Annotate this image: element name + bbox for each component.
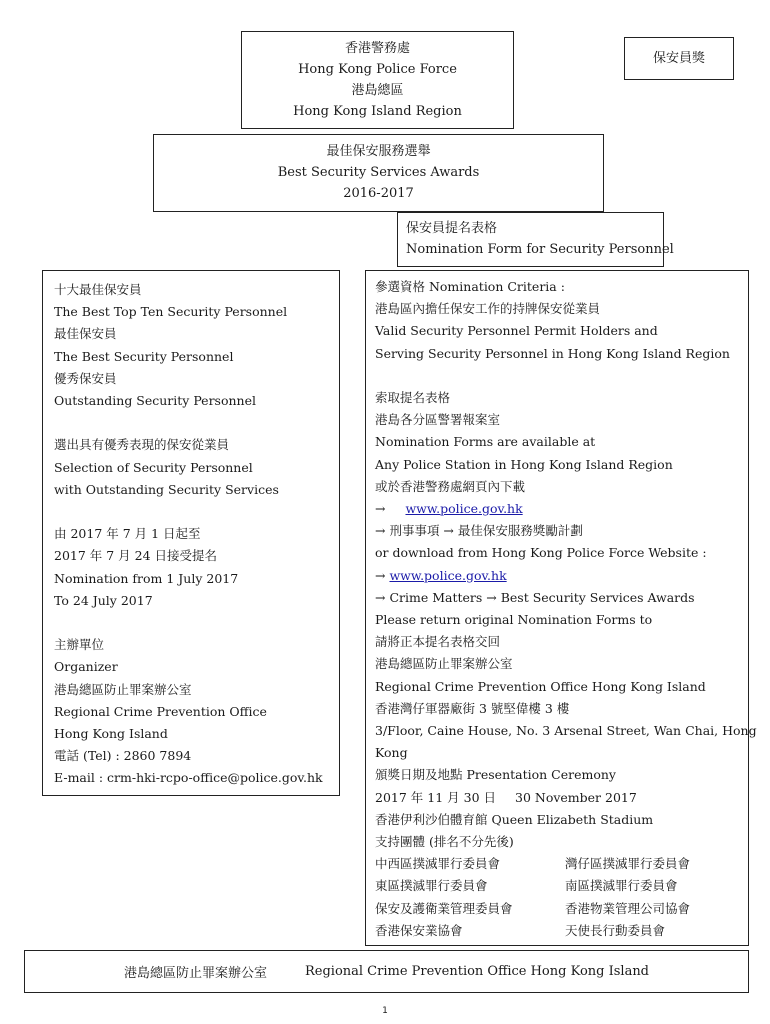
criteria-line: 參選資格 Nomination Criteria : — [375, 279, 565, 294]
organizer-email: E-mail : crm-hki-rcpo-office@police.gov.hk — [54, 770, 323, 786]
supporter-row — [375, 853, 748, 875]
criteria-line: Serving Security Personnel in Hong Kong Island Region — [375, 345, 730, 361]
supporter-name: 東區撲滅罪行委員會 — [375, 878, 488, 894]
return-line: 請將正本提名表格交回 — [375, 634, 501, 650]
category-line: Outstanding Security Personnel — [54, 393, 256, 409]
awards-title-en: Best Security Services Awards — [277, 165, 480, 180]
ceremony-date-zh: 2017 年 11 月 30 日 — [375, 789, 496, 805]
criteria-line: 港島區內擔任保安工作的持牌保安從業員 — [375, 301, 601, 317]
category-line: 最佳保安員 — [54, 326, 117, 342]
awards-years: 2016-2017 — [343, 186, 414, 201]
supporter-row — [375, 875, 748, 897]
return-line: Regional Crime Prevention Office Hong Kong Island — [375, 678, 706, 694]
region-name-zh: 港島總區 — [351, 83, 404, 98]
footer-office-zh: 港島總區防止罪案辦公室 — [123, 966, 267, 981]
ceremony-date-en: 30 November 2017 — [515, 789, 637, 805]
path-en: → Crime Matters → Best Security Services Awards — [375, 589, 695, 605]
organizer-phone: 電話 (Tel) : 2860 7894 — [54, 748, 192, 764]
arrow-icon: → — [375, 501, 386, 517]
obtain-line: 港島各分區警署報案室 — [375, 412, 501, 428]
region-name-en: Hong Kong Island Region — [293, 104, 462, 119]
nomination-details-panel — [365, 270, 757, 946]
form-title-en: Nomination Form for Security Personnel — [406, 242, 674, 257]
period-line: 2017 年 7 月 24 日接受提名 — [54, 548, 218, 564]
supporter-row — [375, 920, 748, 942]
supporter-name: 灣仔區撲滅罪行委員會 — [565, 856, 691, 872]
category-line: The Best Top Ten Security Personnel — [54, 304, 288, 320]
selection-line: Selection of Security Personnel — [54, 459, 253, 475]
return-line: 港島總區防止罪案辦公室 — [375, 656, 513, 672]
ceremony-title: 頒獎日期及地點 Presentation Ceremony — [375, 767, 616, 783]
police-website-link[interactable]: www.police.gov.hk — [389, 567, 507, 583]
supporter-name: 中西區撲滅罪行委員會 — [375, 856, 501, 872]
form-title-box — [397, 212, 674, 267]
category-line: 優秀保安員 — [54, 370, 117, 386]
police-website-link[interactable]: www.police.gov.hk — [405, 501, 523, 517]
awards-title-zh: 最佳保安服務選舉 — [326, 144, 431, 159]
footer-office-en: Regional Crime Prevention Office Hong Kong Island — [304, 964, 650, 979]
selection-line: 選出具有優秀表現的保安從業員 — [54, 437, 230, 453]
form-title-zh: 保安員提名表格 — [406, 221, 498, 236]
address-en: 3/Floor, Caine House, No. 3 Arsenal Street, Wan Chai, Hong — [375, 723, 757, 739]
selection-line: with Outstanding Security Services — [54, 481, 279, 497]
supporter-name: 天使長行動委員會 — [565, 922, 666, 938]
ceremony-date-row — [375, 787, 748, 809]
website-link-row — [375, 498, 748, 520]
awards-title-box — [153, 134, 604, 212]
award-info-panel — [42, 270, 340, 796]
website-link-row — [375, 565, 748, 587]
obtain-line: 或於香港警務處網頁內下載 — [375, 478, 526, 494]
supporter-name: 保安及護衛業管理委員會 — [375, 900, 513, 916]
period-line: 由 2017 年 7 月 1 日起至 — [54, 526, 201, 542]
path-zh: → 刑事事項 → 最佳保安服務獎勵計劃 — [375, 523, 583, 539]
organizer-line: Regional Crime Prevention Office — [54, 703, 267, 719]
organizer-line: 港島總區防止罪案辦公室 — [54, 681, 192, 697]
supporters-title: 支持團體 (排名不分先後) — [375, 834, 514, 850]
criteria-line: Valid Security Personnel Permit Holders and — [375, 323, 658, 339]
return-line: Please return original Nomination Forms to — [375, 612, 653, 628]
page-number: 1 — [382, 1006, 388, 1016]
download-en: or download from Hong Kong Police Force Website : — [375, 545, 707, 561]
footer-box — [24, 950, 749, 993]
arrow-icon: → — [375, 567, 386, 583]
category-line: 十大最佳保安員 — [54, 282, 142, 297]
award-type-label: 保安員獎 — [652, 51, 705, 66]
police-header-box — [241, 31, 514, 129]
award-type-tag — [624, 37, 734, 80]
supporter-name: 南區撲滅罪行委員會 — [565, 878, 678, 894]
obtain-line: Nomination Forms are available at — [375, 434, 596, 450]
category-line: The Best Security Personnel — [54, 348, 234, 364]
obtain-line: 索取提名表格 — [375, 390, 451, 405]
period-line: Nomination from 1 July 2017 — [54, 570, 239, 586]
supporter-row — [375, 898, 748, 920]
organizer-line: 主辦單位 — [54, 637, 105, 653]
period-line: To 24 July 2017 — [54, 592, 153, 608]
organizer-line: Organizer — [54, 659, 118, 675]
obtain-line: Any Police Station in Hong Kong Island Region — [375, 456, 673, 472]
police-name-zh: 香港警務處 — [344, 41, 410, 56]
supporter-name: 香港物業管理公司協會 — [565, 900, 691, 916]
police-name-en: Hong Kong Police Force — [298, 62, 457, 77]
ceremony-venue: 香港伊利沙伯體育館 Queen Elizabeth Stadium — [375, 811, 654, 827]
supporter-name: 香港保安業協會 — [375, 922, 463, 938]
address-en-cont: Kong — [375, 745, 408, 761]
address-zh: 香港灣仔軍器廠街 3 號堅偉樓 3 樓 — [375, 700, 570, 716]
organizer-line: Hong Kong Island — [54, 726, 168, 742]
